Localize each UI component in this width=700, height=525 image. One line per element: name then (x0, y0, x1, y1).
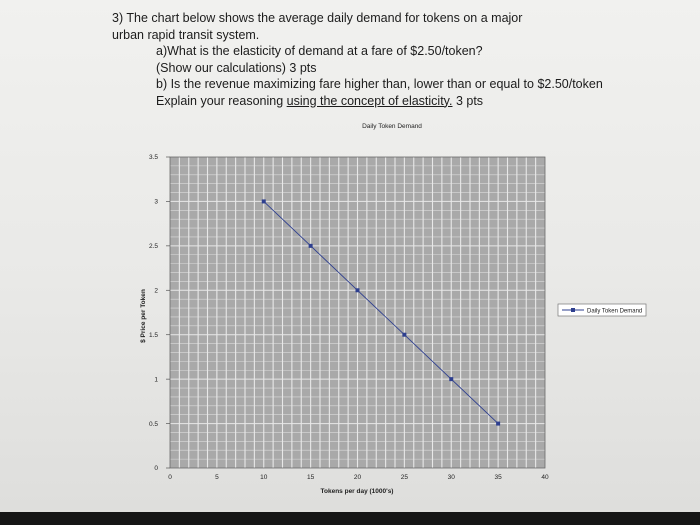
y-tick-label: 2.5 (148, 243, 158, 251)
x-tick-label: 35 (494, 474, 502, 481)
y-axis-title: $ Price per Token (140, 289, 147, 343)
x-axis-title: Tokens per day (1000's) (320, 488, 394, 495)
reasoning-points: 3 pts (452, 93, 484, 108)
x-tick-label: 25 (400, 474, 408, 481)
x-axis-ticks (168, 474, 549, 481)
reasoning-prefix: Explain your reasoning (156, 93, 287, 108)
question-part-a-note: (Show our calculations) 3 pts (156, 60, 317, 75)
data-point (309, 244, 313, 248)
chart-title: Daily Token Demand (362, 123, 422, 130)
question-line-2: urban rapid transit system. (112, 27, 260, 42)
plot-area (170, 157, 545, 468)
screen-bezel (0, 512, 700, 525)
legend (558, 304, 646, 316)
x-tick-label: 20 (353, 474, 362, 481)
x-tick-label: 30 (447, 474, 455, 481)
question-line-1: 3) The chart below shows the average daily demand for tokens on a major (112, 11, 523, 25)
y-tick-label: 2 (154, 287, 158, 295)
reasoning-underlined: using the concept of elasticity. (286, 93, 453, 108)
x-tick-label: 5 (215, 474, 219, 481)
y-tick-label: 0.5 (148, 420, 158, 428)
x-tick-label: 10 (260, 474, 268, 481)
data-point (402, 333, 406, 337)
data-point (496, 422, 500, 426)
question-part-b: b) Is the revenue maximizing fare higher than, lower than or equal to $2.50/token (156, 77, 603, 91)
x-tick-label: 0 (168, 474, 172, 481)
data-point (262, 199, 266, 203)
y-tick-label: 3 (154, 198, 158, 206)
y-tick-label: 3.5 (148, 154, 158, 162)
y-axis-ticks (149, 154, 170, 472)
legend-label: Daily Token Demand (587, 308, 643, 315)
x-tick-label: 15 (307, 474, 315, 481)
data-point (449, 377, 453, 381)
y-tick-label: 0 (154, 465, 158, 473)
legend-swatch-marker (571, 308, 575, 312)
data-point (356, 288, 360, 292)
x-tick-label: 40 (541, 474, 549, 481)
y-tick-label: 1 (154, 376, 158, 384)
question-part-a: a)What is the elasticity of demand at a fare of $2.50/token? (156, 44, 483, 58)
y-tick-label: 1.5 (148, 331, 158, 339)
